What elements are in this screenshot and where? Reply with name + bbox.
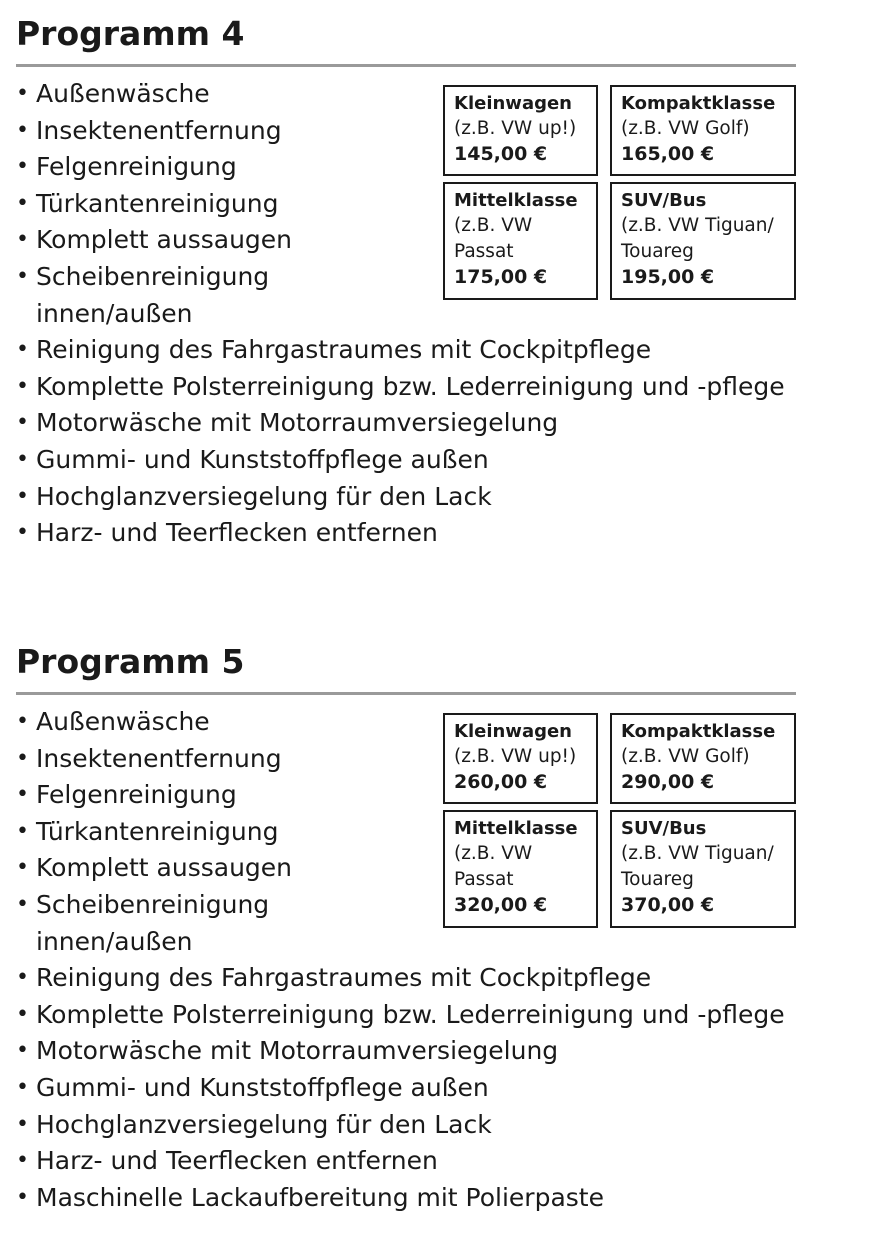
feature-item: • Hochglanzversiegelung für den Lack — [16, 481, 492, 511]
price-example: (z.B. VW Golf) — [621, 746, 750, 767]
price-value: 320,00 € — [454, 894, 548, 916]
price-category: Kleinwagen — [454, 93, 572, 114]
price-category: SUV/Bus — [621, 190, 707, 211]
price-box-suv-bus — [610, 182, 796, 300]
price-example: (z.B. VW Tiguan/ Touareg — [621, 843, 774, 890]
feature-item: • Reinigung des Fahrgastraumes mit Cockpitpflege — [16, 335, 652, 365]
price-box-mittelklasse — [443, 810, 598, 928]
price-category: Kleinwagen — [454, 721, 572, 742]
price-box-suv-bus — [610, 810, 796, 928]
price-category: Mittelklasse — [454, 190, 578, 211]
price-value: 175,00 € — [454, 266, 548, 288]
price-value: 370,00 € — [621, 894, 715, 916]
feature-item: • Komplett aussaugen — [16, 225, 293, 255]
price-category: Mittelklasse — [454, 818, 578, 839]
price-value: 195,00 € — [621, 266, 715, 288]
price-box-kompaktklasse — [610, 85, 796, 176]
feature-item: • Harz- und Teerflecken entfernen — [16, 1146, 438, 1176]
feature-item: • Maschinelle Lackaufbereitung mit Polierpaste — [16, 1182, 604, 1212]
program-title: Programm 5 — [16, 642, 245, 681]
price-value: 290,00 € — [621, 771, 715, 793]
feature-item: • Gummi- und Kunststoffpflege außen — [16, 1072, 489, 1102]
price-example: (z.B. VW Tiguan/ Touareg — [621, 215, 774, 262]
price-category: SUV/Bus — [621, 818, 707, 839]
section-divider — [16, 692, 796, 695]
price-example: (z.B. VW up!) — [454, 746, 577, 767]
feature-item: • Motorwäsche mit Motorraumversiegelung — [16, 1036, 559, 1066]
feature-item: • Scheibenreinigung innen/außen — [16, 889, 270, 956]
feature-item: • Scheibenreinigung innen/außen — [16, 261, 270, 328]
feature-item: • Felgenreinigung — [16, 152, 237, 182]
feature-item: • Türkantenreinigung — [16, 816, 279, 846]
price-value: 165,00 € — [621, 143, 715, 165]
feature-item: • Komplett aussaugen — [16, 853, 293, 883]
feature-item: • Reinigung des Fahrgastraumes mit Cockpitpflege — [16, 963, 652, 993]
feature-item: • Insektenentfernung — [16, 115, 282, 145]
section-divider — [16, 64, 796, 67]
price-example: (z.B. VW Passat — [454, 215, 533, 262]
price-box-kompaktklasse — [610, 713, 796, 804]
program-title: Programm 4 — [16, 14, 245, 53]
feature-item: • Außenwäsche — [16, 79, 210, 108]
feature-item: • Türkantenreinigung — [16, 188, 279, 218]
feature-item: • Felgenreinigung — [16, 780, 237, 810]
feature-item: • Komplette Polsterreinigung bzw. Lederreinigung und -pflege — [16, 371, 785, 401]
price-value: 260,00 € — [454, 771, 548, 793]
feature-item: • Komplette Polsterreinigung bzw. Lederreinigung und -pflege — [16, 999, 785, 1029]
program-section-4 — [0, 14, 878, 574]
price-category: Kompaktklasse — [621, 721, 776, 742]
price-box-mittelklasse — [443, 182, 598, 300]
feature-item: • Außenwäsche — [16, 707, 210, 736]
price-box-kleinwagen — [443, 713, 598, 804]
price-example: (z.B. VW up!) — [454, 118, 577, 139]
program-section-5 — [0, 642, 878, 1242]
price-category: Kompaktklasse — [621, 93, 776, 114]
feature-item: • Insektenentfernung — [16, 743, 282, 773]
price-example: (z.B. VW Passat — [454, 843, 533, 890]
feature-item: • Motorwäsche mit Motorraumversiegelung — [16, 408, 559, 438]
price-value: 145,00 € — [454, 143, 548, 165]
price-box-kleinwagen — [443, 85, 598, 176]
feature-item: • Hochglanzversiegelung für den Lack — [16, 1109, 492, 1139]
feature-item: • Harz- und Teerflecken entfernen — [16, 518, 438, 548]
feature-item: • Gummi- und Kunststoffpflege außen — [16, 444, 489, 474]
price-example: (z.B. VW Golf) — [621, 118, 750, 139]
